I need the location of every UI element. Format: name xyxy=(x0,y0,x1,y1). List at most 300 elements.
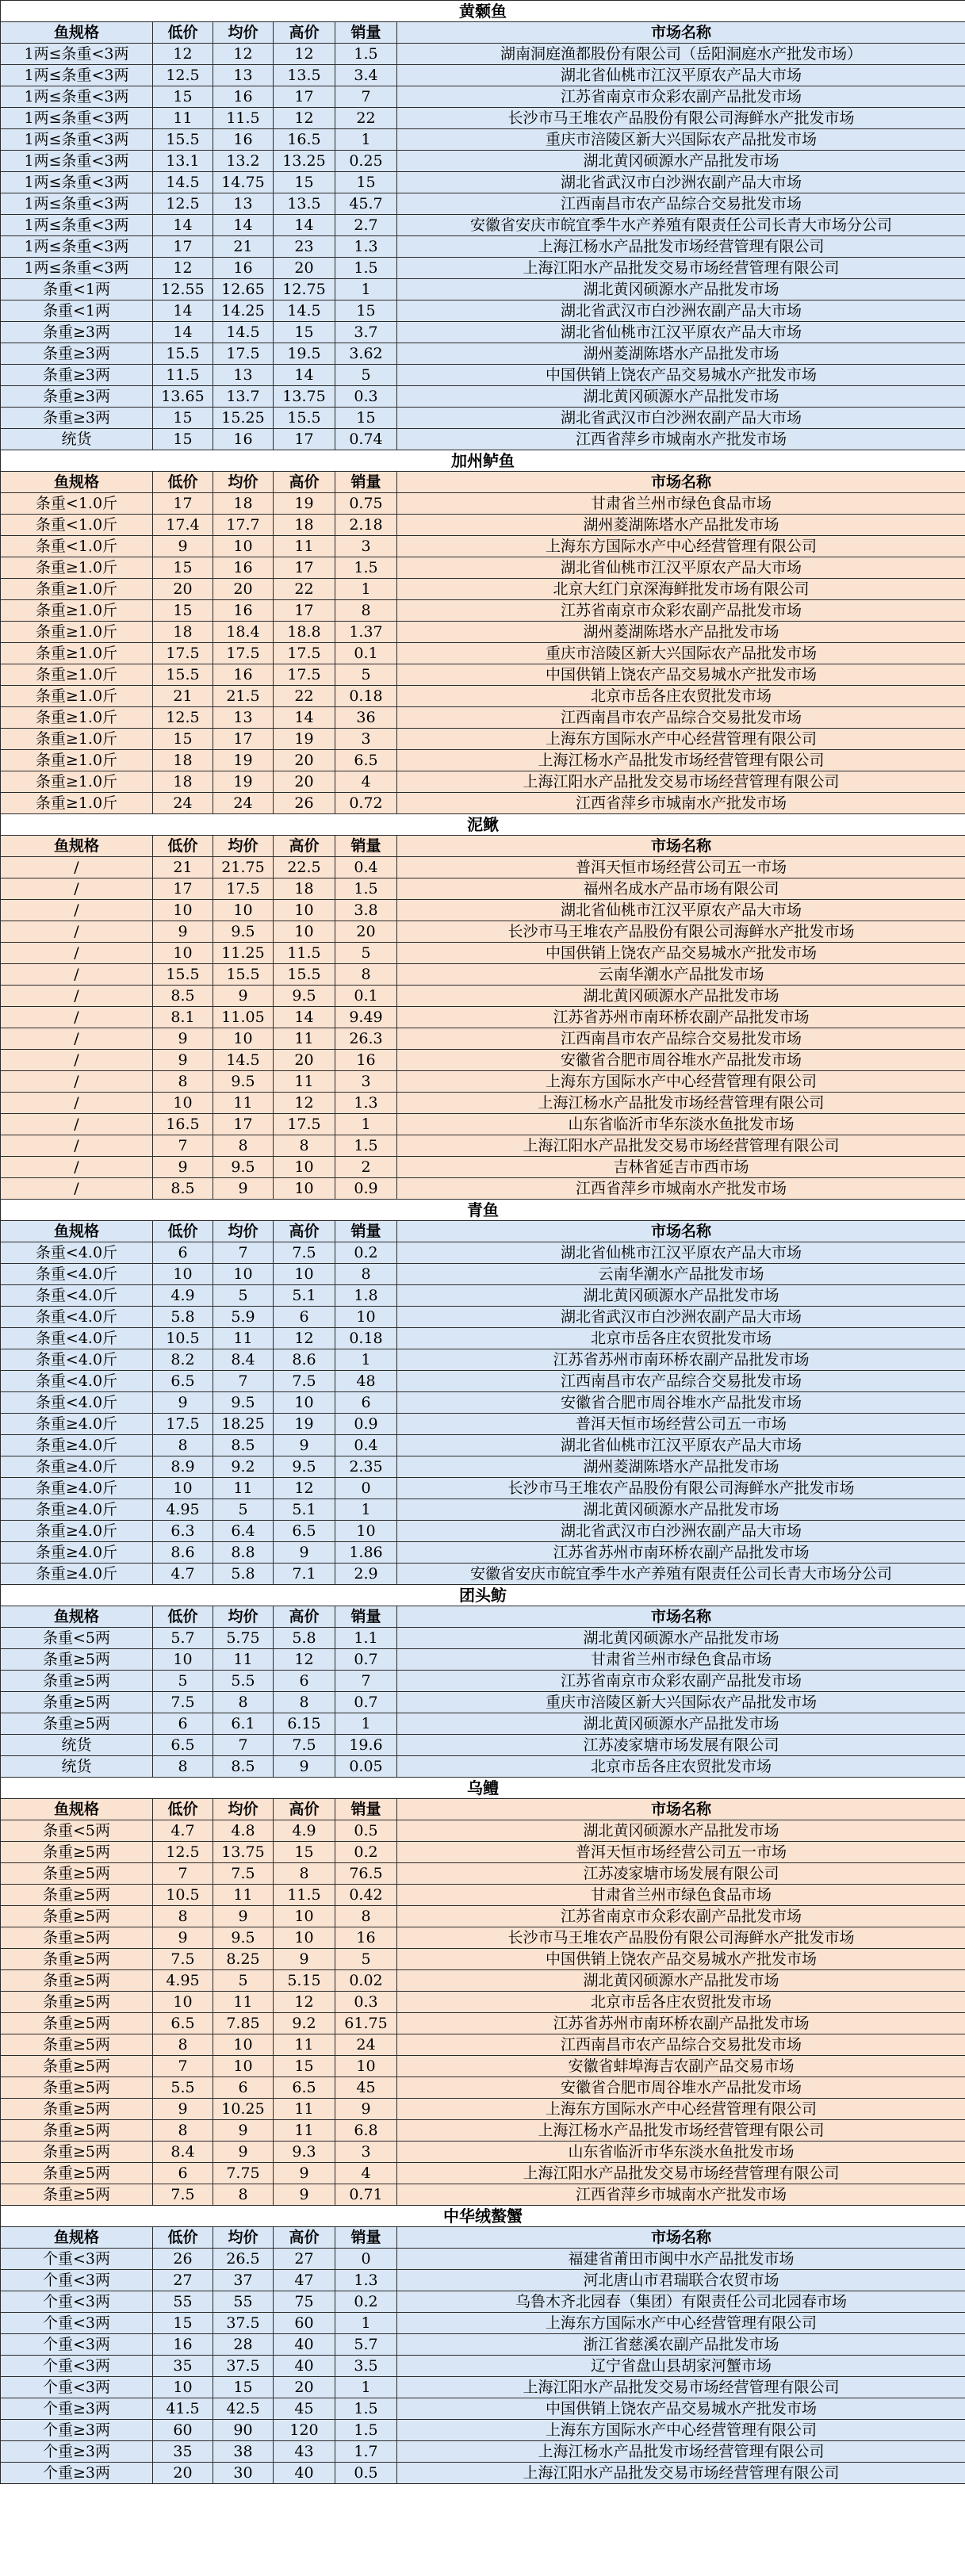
high-price-cell: 10 xyxy=(274,1927,335,1949)
market-name-cell: 重庆市涪陵区新大兴国际农产品批发市场 xyxy=(397,643,965,664)
spec-cell: 条重<4.0斤 xyxy=(1,1371,153,1392)
spec-cell: 条重≥5两 xyxy=(1,2099,153,2120)
avg-price-cell: 17.7 xyxy=(213,515,274,536)
high-price-cell: 15 xyxy=(274,322,335,343)
market-name-cell: 上海东方国际水产中心经营管理有限公司 xyxy=(397,2313,965,2334)
spec-cell: / xyxy=(1,1157,153,1178)
market-name-cell: 湖北省仙桃市江汉平原农产品大市场 xyxy=(397,322,965,343)
volume-cell: 3.4 xyxy=(335,65,397,86)
volume-cell: 1.37 xyxy=(335,622,397,643)
spec-cell: 条重≥4.0斤 xyxy=(1,1435,153,1456)
low-price-cell: 5.7 xyxy=(153,1628,213,1649)
avg-price-cell: 16 xyxy=(213,86,274,108)
avg-price-cell: 5.5 xyxy=(213,1671,274,1692)
high-price-cell: 10 xyxy=(274,1157,335,1178)
market-name-cell: 江苏省苏州市南环桥农副产品批发市场 xyxy=(397,2013,965,2034)
table-row xyxy=(1,1970,965,1992)
volume-cell: 19.6 xyxy=(335,1735,397,1756)
avg-price-cell: 19 xyxy=(213,750,274,771)
low-price-cell: 11.5 xyxy=(153,365,213,386)
market-name-cell: 江西南昌市农产品综合交易批发市场 xyxy=(397,707,965,729)
spec-cell: 个重≥3两 xyxy=(1,2441,153,2463)
avg-price-cell: 37.5 xyxy=(213,2356,274,2377)
high-price-cell: 20 xyxy=(274,771,335,793)
header-avg-price: 均价 xyxy=(213,472,274,493)
avg-price-cell: 19 xyxy=(213,771,274,793)
spec-cell: 条重<4.0斤 xyxy=(1,1349,153,1371)
spec-cell: 条重≥3两 xyxy=(1,365,153,386)
volume-cell: 0.05 xyxy=(335,1756,397,1778)
spec-cell: 条重≥4.0斤 xyxy=(1,1499,153,1521)
spec-cell: / xyxy=(1,1178,153,1200)
low-price-cell: 10 xyxy=(153,943,213,964)
section-1 xyxy=(1,450,965,814)
volume-cell: 1 xyxy=(335,129,397,151)
spec-cell: / xyxy=(1,943,153,964)
market-name-cell: 辽宁省盘山县胡家河蟹市场 xyxy=(397,2356,965,2377)
spec-cell: / xyxy=(1,900,153,921)
volume-cell: 1.5 xyxy=(335,44,397,65)
table-row xyxy=(1,2077,965,2099)
section-title: 乌鳢 xyxy=(1,1778,965,1799)
table-row xyxy=(1,1842,965,1863)
volume-cell: 1 xyxy=(335,2313,397,2334)
avg-price-cell: 9 xyxy=(213,2120,274,2142)
spec-cell: 条重≥5两 xyxy=(1,1671,153,1692)
volume-cell: 1 xyxy=(335,1713,397,1735)
volume-cell: 1.3 xyxy=(335,1093,397,1114)
market-name-cell: 湖州菱湖陈塔水产品批发市场 xyxy=(397,622,965,643)
avg-price-cell: 26.5 xyxy=(213,2249,274,2270)
spec-cell: / xyxy=(1,1007,153,1028)
high-price-cell: 7.5 xyxy=(274,1242,335,1264)
volume-cell: 61.75 xyxy=(335,2013,397,2034)
table-row xyxy=(1,1992,965,2013)
volume-cell: 5 xyxy=(335,943,397,964)
market-name-cell: 湖北省武汉市白沙洲农副产品大市场 xyxy=(397,172,965,193)
market-name-cell: 湖北省仙桃市江汉平原农产品大市场 xyxy=(397,1435,965,1456)
header-avg-price: 均价 xyxy=(213,22,274,44)
spec-cell: 个重≥3两 xyxy=(1,2420,153,2441)
market-name-cell: 普洱天恒市场经营公司五一市场 xyxy=(397,1414,965,1435)
volume-cell: 4 xyxy=(335,2163,397,2184)
low-price-cell: 12.5 xyxy=(153,65,213,86)
market-name-cell: 湖北黄冈硕源水产品批发市场 xyxy=(397,279,965,300)
market-name-cell: 江苏省南京市众彩农副产品批发市场 xyxy=(397,600,965,622)
volume-cell: 6.5 xyxy=(335,750,397,771)
market-name-cell: 江西省萍乡市城南水产批发市场 xyxy=(397,793,965,814)
volume-cell: 0.7 xyxy=(335,1649,397,1671)
table-row xyxy=(1,2270,965,2291)
volume-cell: 45 xyxy=(335,2077,397,2099)
volume-cell: 3.62 xyxy=(335,343,397,365)
avg-price-cell: 16 xyxy=(213,129,274,151)
volume-cell: 2.7 xyxy=(335,215,397,236)
avg-price-cell: 6 xyxy=(213,2077,274,2099)
high-price-cell: 120 xyxy=(274,2420,335,2441)
table-row xyxy=(1,1564,965,1585)
table-row xyxy=(1,921,965,943)
market-name-cell: 江西南昌市农产品综合交易批发市场 xyxy=(397,2034,965,2056)
spec-cell: 个重<3两 xyxy=(1,2377,153,2398)
volume-cell: 9.49 xyxy=(335,1007,397,1028)
avg-price-cell: 9 xyxy=(213,1178,274,1200)
table-row xyxy=(1,1157,965,1178)
avg-price-cell: 7 xyxy=(213,1371,274,1392)
avg-price-cell: 7.75 xyxy=(213,2163,274,2184)
market-name-cell: 上海江杨水产品批发市场经营管理有限公司 xyxy=(397,2120,965,2142)
low-price-cell: 8.4 xyxy=(153,2142,213,2163)
spec-cell: 条重≥4.0斤 xyxy=(1,1564,153,1585)
spec-cell: 个重≥3两 xyxy=(1,2398,153,2420)
high-price-cell: 15.5 xyxy=(274,408,335,429)
spec-cell: 条重≥1.0斤 xyxy=(1,643,153,664)
table-row xyxy=(1,515,965,536)
high-price-cell: 11 xyxy=(274,1028,335,1050)
spec-cell: 1两≤条重<3两 xyxy=(1,44,153,65)
volume-cell: 0.74 xyxy=(335,429,397,450)
market-name-cell: 湖北省仙桃市江汉平原农产品大市场 xyxy=(397,900,965,921)
header-low-price: 低价 xyxy=(153,1799,213,1820)
market-name-cell: 安徽省合肥市周谷堆水产品批发市场 xyxy=(397,1392,965,1414)
market-name-cell: 上海东方国际水产中心经营管理有限公司 xyxy=(397,536,965,557)
header-high-price: 高价 xyxy=(274,2227,335,2249)
high-price-cell: 22.5 xyxy=(274,857,335,878)
avg-price-cell: 12.65 xyxy=(213,279,274,300)
avg-price-cell: 8 xyxy=(213,1135,274,1157)
low-price-cell: 6 xyxy=(153,2163,213,2184)
low-price-cell: 8 xyxy=(153,1756,213,1778)
market-name-cell: 安徽省安庆市皖宜季牛水产养殖有限责任公司长青大市场分公司 xyxy=(397,1564,965,1585)
low-price-cell: 17 xyxy=(153,236,213,258)
market-name-cell: 吉林省延吉市西市场 xyxy=(397,1157,965,1178)
volume-cell: 10 xyxy=(335,1521,397,1542)
high-price-cell: 7.1 xyxy=(274,1564,335,1585)
table-row xyxy=(1,343,965,365)
volume-cell: 16 xyxy=(335,1927,397,1949)
header-high-price: 高价 xyxy=(274,836,335,857)
avg-price-cell: 16 xyxy=(213,429,274,450)
low-price-cell: 17.4 xyxy=(153,515,213,536)
table-row xyxy=(1,1521,965,1542)
volume-cell: 0.4 xyxy=(335,857,397,878)
spec-cell: 条重≥5两 xyxy=(1,2142,153,2163)
low-price-cell: 17 xyxy=(153,493,213,515)
table-row xyxy=(1,2441,965,2463)
market-name-cell: 上海江杨水产品批发市场经营管理有限公司 xyxy=(397,2441,965,2463)
header-avg-price: 均价 xyxy=(213,1606,274,1628)
spec-cell: 条重≥1.0斤 xyxy=(1,579,153,600)
spec-cell: 条重≥4.0斤 xyxy=(1,1478,153,1499)
high-price-cell: 9.2 xyxy=(274,2013,335,2034)
market-name-cell: 湖南洞庭渔都股份有限公司（岳阳洞庭水产批发市场） xyxy=(397,44,965,65)
table-row xyxy=(1,1328,965,1349)
low-price-cell: 15 xyxy=(153,429,213,450)
avg-price-cell: 10 xyxy=(213,536,274,557)
avg-price-cell: 9 xyxy=(213,986,274,1007)
avg-price-cell: 7.85 xyxy=(213,2013,274,2034)
high-price-cell: 26 xyxy=(274,793,335,814)
header-low-price: 低价 xyxy=(153,2227,213,2249)
avg-price-cell: 8.25 xyxy=(213,1949,274,1970)
avg-price-cell: 13 xyxy=(213,193,274,215)
table-row xyxy=(1,664,965,686)
section-title-row xyxy=(1,2206,965,2227)
low-price-cell: 4.95 xyxy=(153,1499,213,1521)
table-row xyxy=(1,964,965,986)
high-price-cell: 14 xyxy=(274,365,335,386)
table-row xyxy=(1,2420,965,2441)
volume-cell: 24 xyxy=(335,2034,397,2056)
market-name-cell: 江苏省南京市众彩农副产品批发市场 xyxy=(397,1671,965,1692)
volume-cell: 1 xyxy=(335,1114,397,1135)
avg-price-cell: 38 xyxy=(213,2441,274,2463)
header-market-name: 市场名称 xyxy=(397,2227,965,2249)
volume-cell: 1.5 xyxy=(335,557,397,579)
avg-price-cell: 14.5 xyxy=(213,322,274,343)
high-price-cell: 20 xyxy=(274,2377,335,2398)
avg-price-cell: 7 xyxy=(213,1242,274,1264)
table-row xyxy=(1,1028,965,1050)
avg-price-cell: 17 xyxy=(213,729,274,750)
volume-cell: 15 xyxy=(335,172,397,193)
spec-cell: 1两≤条重<3两 xyxy=(1,236,153,258)
volume-cell: 3 xyxy=(335,536,397,557)
high-price-cell: 6.5 xyxy=(274,2077,335,2099)
spec-cell: 条重<1.0斤 xyxy=(1,536,153,557)
avg-price-cell: 7.5 xyxy=(213,1863,274,1885)
spec-cell: / xyxy=(1,1114,153,1135)
column-header-row xyxy=(1,22,965,44)
volume-cell: 7 xyxy=(335,86,397,108)
volume-cell: 1 xyxy=(335,279,397,300)
high-price-cell: 12 xyxy=(274,108,335,129)
low-price-cell: 10.5 xyxy=(153,1885,213,1906)
volume-cell: 0.2 xyxy=(335,1842,397,1863)
high-price-cell: 22 xyxy=(274,686,335,707)
volume-cell: 26.3 xyxy=(335,1028,397,1050)
volume-cell: 3 xyxy=(335,2142,397,2163)
low-price-cell: 6 xyxy=(153,1242,213,1264)
spec-cell: 条重≥5两 xyxy=(1,2163,153,2184)
high-price-cell: 18 xyxy=(274,515,335,536)
high-price-cell: 15 xyxy=(274,2056,335,2077)
high-price-cell: 10 xyxy=(274,1906,335,1927)
avg-price-cell: 9 xyxy=(213,2142,274,2163)
market-name-cell: 湖州菱湖陈塔水产品批发市场 xyxy=(397,1456,965,1478)
table-row xyxy=(1,900,965,921)
spec-cell: 条重≥5两 xyxy=(1,2013,153,2034)
section-6 xyxy=(1,2206,965,2484)
market-name-cell: 湖北黄冈硕源水产品批发市场 xyxy=(397,986,965,1007)
table-row xyxy=(1,1371,965,1392)
high-price-cell: 14 xyxy=(274,215,335,236)
header-low-price: 低价 xyxy=(153,22,213,44)
market-name-cell: 湖北省仙桃市江汉平原农产品大市场 xyxy=(397,557,965,579)
high-price-cell: 11 xyxy=(274,2099,335,2120)
section-title: 黄颡鱼 xyxy=(1,1,965,22)
market-name-cell: 江苏凌家塘市场发展有限公司 xyxy=(397,1863,965,1885)
market-name-cell: 湖北省仙桃市江汉平原农产品大市场 xyxy=(397,1242,965,1264)
volume-cell: 15 xyxy=(335,300,397,322)
market-name-cell: 重庆市涪陵区新大兴国际农产品批发市场 xyxy=(397,129,965,151)
avg-price-cell: 14.5 xyxy=(213,1050,274,1071)
spec-cell: 条重≥4.0斤 xyxy=(1,1542,153,1564)
avg-price-cell: 5.75 xyxy=(213,1628,274,1649)
section-5 xyxy=(1,1778,965,2206)
market-name-cell: 中国供销上饶农产品交易城水产批发市场 xyxy=(397,943,965,964)
table-row xyxy=(1,86,965,108)
section-0 xyxy=(1,1,965,450)
table-row xyxy=(1,1135,965,1157)
high-price-cell: 5.1 xyxy=(274,1285,335,1307)
avg-price-cell: 9.5 xyxy=(213,1392,274,1414)
high-price-cell: 17 xyxy=(274,600,335,622)
spec-cell: 条重<4.0斤 xyxy=(1,1328,153,1349)
volume-cell: 9 xyxy=(335,2099,397,2120)
spec-cell: 条重≥3两 xyxy=(1,322,153,343)
low-price-cell: 4.9 xyxy=(153,1285,213,1307)
spec-cell: 条重<4.0斤 xyxy=(1,1264,153,1285)
table-row xyxy=(1,300,965,322)
header-volume: 销量 xyxy=(335,2227,397,2249)
market-name-cell: 江西南昌市农产品综合交易批发市场 xyxy=(397,1371,965,1392)
low-price-cell: 4.7 xyxy=(153,1820,213,1842)
spec-cell: / xyxy=(1,1093,153,1114)
low-price-cell: 21 xyxy=(153,686,213,707)
high-price-cell: 4.9 xyxy=(274,1820,335,1842)
table-row xyxy=(1,579,965,600)
high-price-cell: 17.5 xyxy=(274,643,335,664)
high-price-cell: 20 xyxy=(274,1050,335,1071)
spec-cell: 1两≤条重<3两 xyxy=(1,215,153,236)
volume-cell: 0 xyxy=(335,1478,397,1499)
spec-cell: 条重≥5两 xyxy=(1,2077,153,2099)
market-name-cell: 上海江阳水产品批发交易市场经营管理有限公司 xyxy=(397,2463,965,2484)
table-row xyxy=(1,2056,965,2077)
low-price-cell: 13.1 xyxy=(153,151,213,172)
low-price-cell: 8.2 xyxy=(153,1349,213,1371)
table-row xyxy=(1,2377,965,2398)
volume-cell: 0.75 xyxy=(335,493,397,515)
volume-cell: 1.7 xyxy=(335,2441,397,2463)
avg-price-cell: 8 xyxy=(213,1692,274,1713)
avg-price-cell: 16 xyxy=(213,258,274,279)
high-price-cell: 13.25 xyxy=(274,151,335,172)
high-price-cell: 6.15 xyxy=(274,1713,335,1735)
spec-cell: / xyxy=(1,1071,153,1093)
volume-cell: 5 xyxy=(335,1949,397,1970)
table-row xyxy=(1,1349,965,1371)
column-header-row xyxy=(1,1606,965,1628)
table-row xyxy=(1,1435,965,1456)
spec-cell: 条重≥1.0斤 xyxy=(1,707,153,729)
high-price-cell: 40 xyxy=(274,2334,335,2356)
low-price-cell: 60 xyxy=(153,2420,213,2441)
avg-price-cell: 11.5 xyxy=(213,108,274,129)
low-price-cell: 12.5 xyxy=(153,1842,213,1863)
market-name-cell: 上海江杨水产品批发市场经营管理有限公司 xyxy=(397,236,965,258)
volume-cell: 48 xyxy=(335,1371,397,1392)
table-row xyxy=(1,108,965,129)
spec-cell: 个重<3两 xyxy=(1,2270,153,2291)
low-price-cell: 15.5 xyxy=(153,664,213,686)
volume-cell: 5 xyxy=(335,365,397,386)
low-price-cell: 10 xyxy=(153,1478,213,1499)
table-row xyxy=(1,750,965,771)
avg-price-cell: 13.75 xyxy=(213,1842,274,1863)
low-price-cell: 55 xyxy=(153,2291,213,2313)
high-price-cell: 9.5 xyxy=(274,1456,335,1478)
spec-cell: 1两≤条重<3两 xyxy=(1,65,153,86)
low-price-cell: 6.5 xyxy=(153,1371,213,1392)
table-row xyxy=(1,1927,965,1949)
avg-price-cell: 11 xyxy=(213,1885,274,1906)
volume-cell: 10 xyxy=(335,2056,397,2077)
section-title: 泥鳅 xyxy=(1,814,965,836)
spec-cell: 条重≥5两 xyxy=(1,1842,153,1863)
header-avg-price: 均价 xyxy=(213,2227,274,2249)
table-row xyxy=(1,536,965,557)
high-price-cell: 10 xyxy=(274,1178,335,1200)
table-row xyxy=(1,2099,965,2120)
avg-price-cell: 15 xyxy=(213,2377,274,2398)
spec-cell: 条重≥1.0斤 xyxy=(1,793,153,814)
high-price-cell: 9.3 xyxy=(274,2142,335,2163)
spec-cell: 条重≥5两 xyxy=(1,1927,153,1949)
spec-cell: 条重≥5两 xyxy=(1,1906,153,1927)
table-row xyxy=(1,1114,965,1135)
low-price-cell: 15.5 xyxy=(153,343,213,365)
table-row xyxy=(1,2398,965,2420)
section-title-row xyxy=(1,1,965,22)
avg-price-cell: 11 xyxy=(213,1649,274,1671)
spec-cell: 条重≥1.0斤 xyxy=(1,600,153,622)
header-market-name: 市场名称 xyxy=(397,1221,965,1242)
high-price-cell: 10 xyxy=(274,1264,335,1285)
spec-cell: 条重≥5两 xyxy=(1,2034,153,2056)
market-name-cell: 江西省萍乡市城南水产批发市场 xyxy=(397,1178,965,1200)
volume-cell: 16 xyxy=(335,1050,397,1071)
table-row xyxy=(1,878,965,900)
market-name-cell: 湖州菱湖陈塔水产品批发市场 xyxy=(397,343,965,365)
section-title-row xyxy=(1,1778,965,1799)
avg-price-cell: 24 xyxy=(213,793,274,814)
table-row xyxy=(1,1542,965,1564)
low-price-cell: 8 xyxy=(153,2120,213,2142)
spec-cell: 1两≤条重<3两 xyxy=(1,151,153,172)
avg-price-cell: 15.5 xyxy=(213,964,274,986)
volume-cell: 0.71 xyxy=(335,2184,397,2206)
section-title: 加州鲈鱼 xyxy=(1,450,965,472)
avg-price-cell: 15.25 xyxy=(213,408,274,429)
volume-cell: 1 xyxy=(335,2377,397,2398)
header-spec: 鱼规格 xyxy=(1,22,153,44)
table-row xyxy=(1,600,965,622)
high-price-cell: 12 xyxy=(274,44,335,65)
spec-cell: 条重<1.0斤 xyxy=(1,493,153,515)
market-name-cell: 湖北黄冈硕源水产品批发市场 xyxy=(397,386,965,408)
low-price-cell: 26 xyxy=(153,2249,213,2270)
volume-cell: 0.18 xyxy=(335,686,397,707)
spec-cell: 条重<4.0斤 xyxy=(1,1285,153,1307)
high-price-cell: 10 xyxy=(274,921,335,943)
volume-cell: 8 xyxy=(335,964,397,986)
spec-cell: 个重<3两 xyxy=(1,2334,153,2356)
spec-cell: 条重≥4.0斤 xyxy=(1,1456,153,1478)
table-row xyxy=(1,943,965,964)
high-price-cell: 11.5 xyxy=(274,943,335,964)
